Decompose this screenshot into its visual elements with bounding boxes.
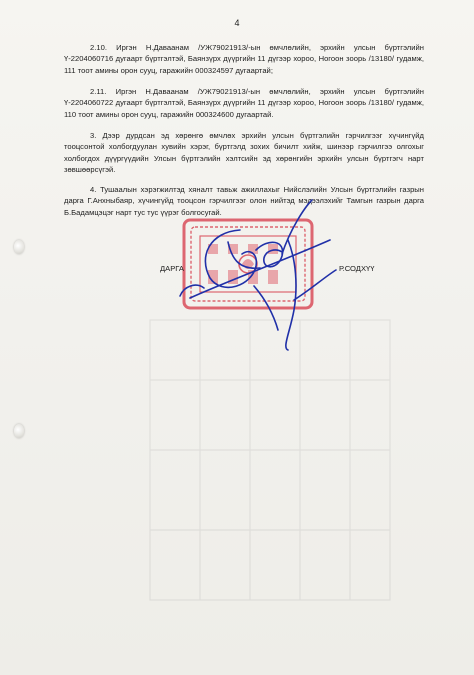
paragraph-2-11: 2.11. Иргэн Н.Даваанам /УЖ79021913/-ын өмчлөлийн, эрхийн улсын бүртгэлийн Ү-2204060722 дугаарт бүртгэлтэй, Баянзүрх дүүргийн 11 дүгээр хороо, Ногоон зоорь /13180/ гудамж, 110 тоот амины орон сууц, гаражийн 000324600 дугаартай. [64, 87, 424, 119]
paragraph-4: 4. Тушаалын хэрэгжилтэд хяналт тавьж ажиллахыг Нийслэлийн Улсын бүртгэлийн газрын дарга Г.Анхныбаяр, хүчингүйд тооцсон гэрчилгээг олон нийтэд мэдээлэхийг Тамгын газрын дарга Б.Бадамцэцэг нарт тус тус үүрэг болгосугай. [64, 185, 424, 217]
signatory-title: ДАРГА [160, 264, 184, 273]
punch-hole-upper [14, 240, 24, 254]
paragraph-3: 3. Дээр дурдсан эд хөрөнгө өмчлөх эрхийн улсын бүртгэлийн гэрчилгээг хүчингүйд тооцсонтой холбогдуулан хувийн хэрэг, бүртгэлд зохих бичилт хийж, шинээр гэрчилгээ олгохыг холбогдох дүүргүүдийн Улсын бүртгэлийн хэлтсийн эд хөрөнгийн эрхийн улсын бүртгэгч нарт зөвшөөрсүгэй. [64, 131, 424, 175]
page-number: 4 [234, 18, 240, 28]
punch-hole-lower [14, 424, 24, 438]
paragraph-2-10: 2.10. Иргэн Н.Даваанам /УЖ79021913/-ын өмчлөлийн, эрхийн улсын бүртгэлийн Ү-2204060716 дугаарт бүртгэлтэй, Баянзүрх дүүргийн 11 дүгээр хороо, Ногоон зоорь /13180/ гудамж, 111 тоот амины орон сууц, гаражийн 000324597 дугаартай; [64, 43, 424, 75]
signatory-name: Р.СОДХҮҮ [339, 264, 375, 273]
handwritten-signature-icon [170, 190, 340, 355]
